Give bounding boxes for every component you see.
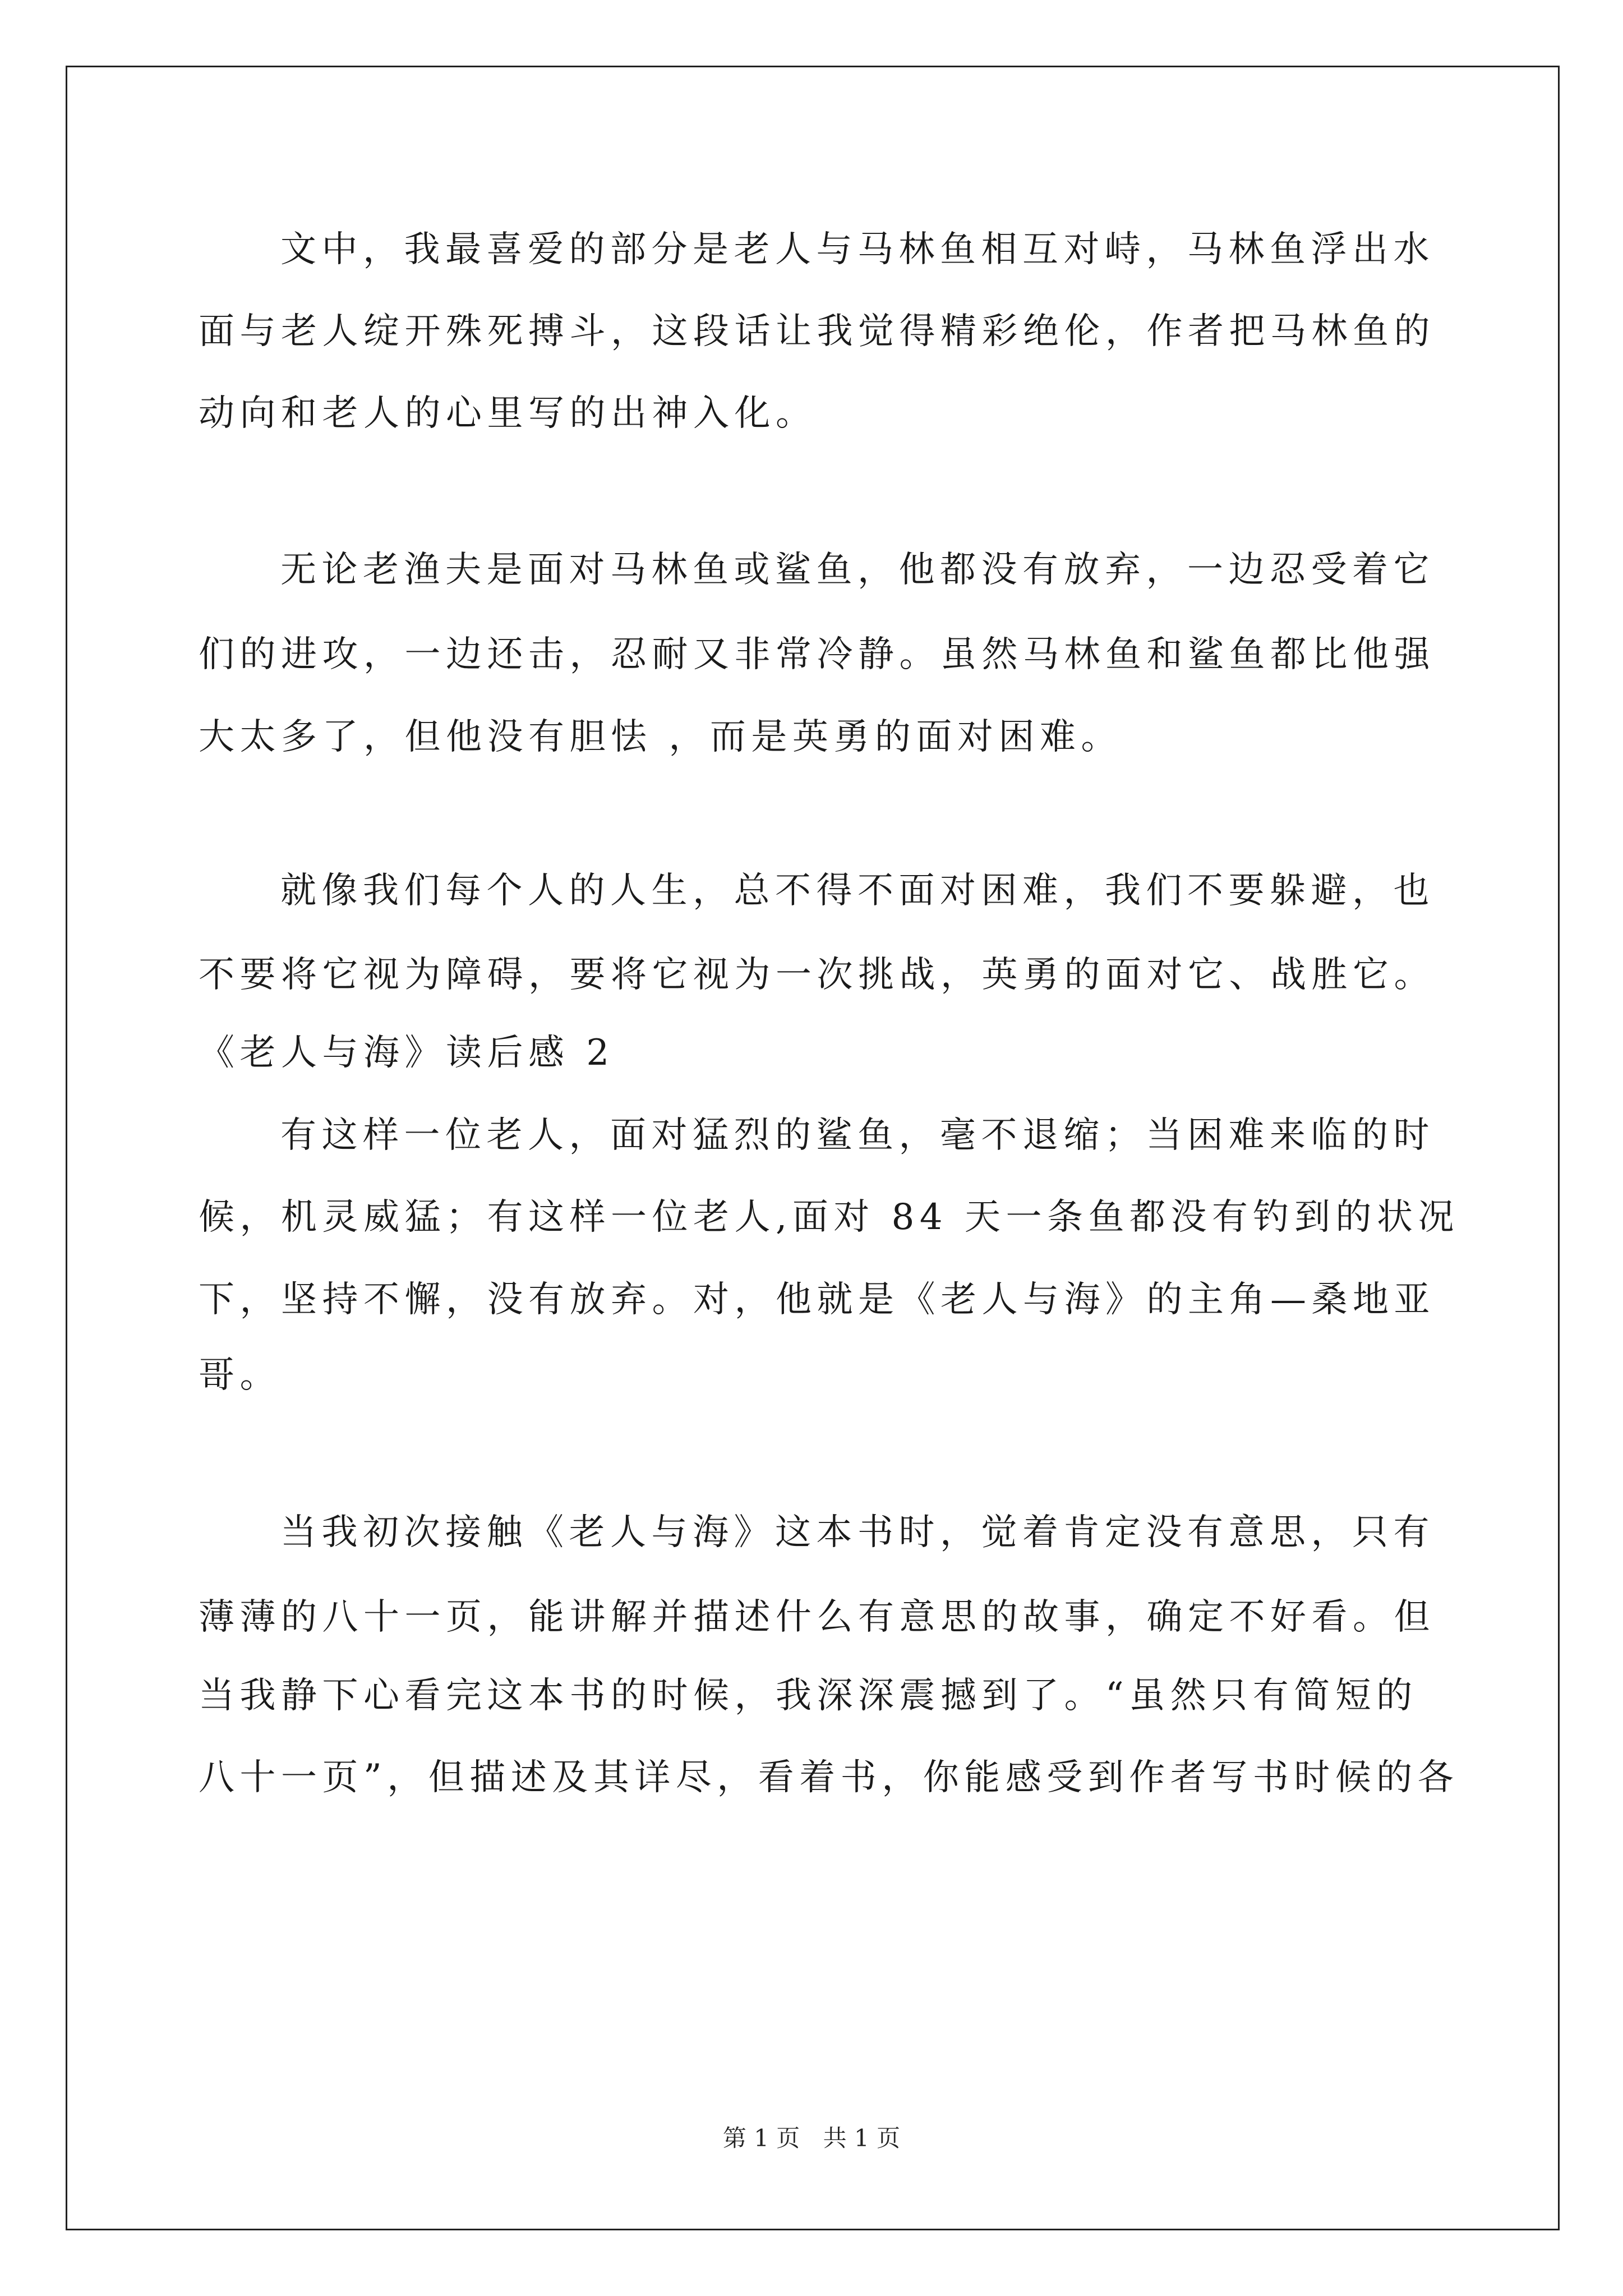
text-line: 哥。 [199, 1355, 281, 1396]
text-line: 当我初次接触《老人与海》这本书时，觉着肯定没有意思，只有 [280, 1512, 1435, 1553]
text-line: 无论老渔夫是面对马林鱼或鲨鱼，他都没有放弃，一边忍受着它 [280, 549, 1435, 591]
page-footer [0, 2122, 1623, 2155]
text-line: 就像我们每个人的人生，总不得不面对困难，我们不要躲避，也 [280, 870, 1435, 912]
text-line: 当我静下心看完这本书的时候，我深深震撼到了。“虽然只有简短的 [199, 1675, 1418, 1717]
text-line: 文中，我最喜爱的部分是老人与马林鱼相互对峙，马林鱼浮出水 [280, 229, 1435, 270]
page-total: 共 1 页 [823, 2124, 901, 2152]
text-line: 不要将它视为障碍，要将它视为一次挑战，英勇的面对它、战胜它。 [199, 954, 1435, 996]
text-line: 面与老人绽开殊死搏斗，这段话让我觉得精彩绝伦，作者把马林鱼的 [199, 311, 1435, 352]
text-line: 有这样一位老人，面对猛烈的鲨鱼，毫不退缩；当困难来临的时 [280, 1115, 1435, 1156]
text-line: 们的进攻，一边还击，忍耐又非常冷静。虽然马林鱼和鲨鱼都比他强 [199, 634, 1435, 675]
text-line: 八十一页”，但描述及其详尽，看着书，你能感受到作者写书时候的各 [199, 1757, 1459, 1798]
text-line: 大太多了，但他没有胆怯 ，而是英勇的面对困难。 [199, 716, 1122, 758]
text-line: 薄薄的八十一页，能讲解并描述什么有意思的故事，确定不好看。但 [199, 1596, 1435, 1638]
section-heading: 《老人与海》读后感 2 [199, 1032, 615, 1074]
text-line: 下，坚持不懈，没有放弃。对，他就是《老人与海》的主角—桑地亚 [199, 1279, 1435, 1320]
text-line: 动向和老人的心里写的出神入化。 [199, 393, 817, 434]
text-line: 候，机灵威猛；有这样一位老人,面对 84 天一条鱼都没有钓到的状况 [199, 1197, 1459, 1238]
page-number: 第 1 页 [722, 2124, 800, 2152]
